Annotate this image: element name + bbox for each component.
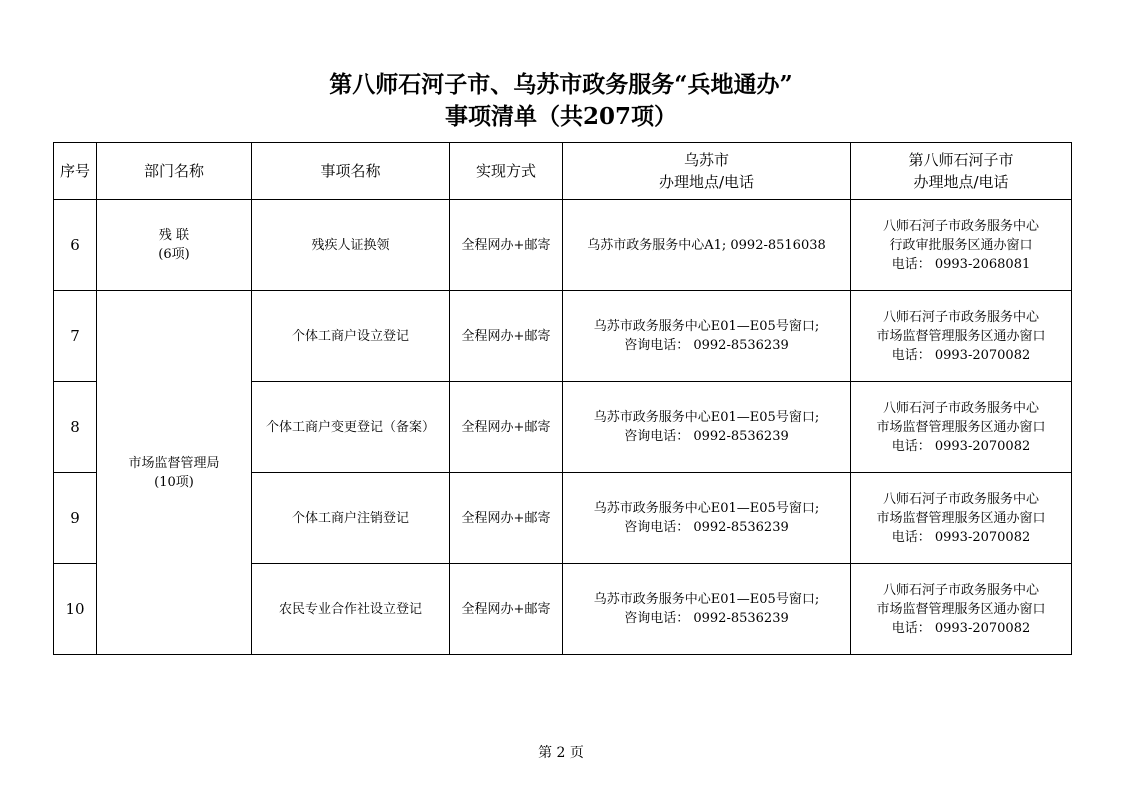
shz-line: 八师石河子市政务服务中心 xyxy=(882,309,1039,325)
wusu-location xyxy=(563,382,851,473)
wusu-location xyxy=(563,564,851,655)
method: 全程网办+邮寄 xyxy=(450,200,563,291)
shz-phone: 电话： 0993-2070082 xyxy=(891,529,1031,545)
item-name: 农民专业合作社设立登记 xyxy=(252,564,450,655)
header-wusu xyxy=(563,143,851,200)
method: 全程网办+邮寄 xyxy=(450,473,563,564)
shz-phone: 电话： 0993-2070082 xyxy=(891,438,1031,454)
wusu-location xyxy=(563,291,851,382)
item-name: 个体工商户变更登记（备案） xyxy=(252,382,450,473)
wusu-phone: 咨询电话： 0992-8536239 xyxy=(624,611,789,626)
wusu-phone: 咨询电话： 0992-8536239 xyxy=(624,338,789,353)
shz-line: 市场监督管理服务区通办窗口 xyxy=(876,510,1046,526)
header-shz-city: 第八师石河子市 xyxy=(908,151,1014,169)
method: 全程网办+邮寄 xyxy=(450,564,563,655)
dept-count: (10项) xyxy=(154,474,194,490)
shz-line: 八师石河子市政务服务中心 xyxy=(882,400,1039,416)
dept-count: (6项) xyxy=(158,247,190,262)
dept-cell xyxy=(97,291,252,655)
method: 全程网办+邮寄 xyxy=(450,291,563,382)
header-item: 事项名称 xyxy=(252,143,450,200)
shz-location xyxy=(851,473,1072,564)
shz-line: 市场监督管理服务区通办窗口 xyxy=(876,601,1046,617)
shz-line: 八师石河子市政务服务中心 xyxy=(882,218,1039,234)
document-subtitle: 事项清单（共207项） xyxy=(444,103,677,130)
wusu-line: 乌苏市政务服务中心E01—E05号窗口; xyxy=(593,501,820,516)
document-title: 第八师石河子市、乌苏市政务服务“兵地通办” xyxy=(329,71,793,98)
page-number: 第 2 页 xyxy=(538,745,584,761)
wusu-location xyxy=(563,473,851,564)
item-name: 个体工商户设立登记 xyxy=(252,291,450,382)
wusu-phone: 咨询电话： 0992-8536239 xyxy=(624,520,789,535)
method: 全程网办+邮寄 xyxy=(450,382,563,473)
dept-name: 市场监督管理局 xyxy=(128,455,220,471)
shz-location xyxy=(851,200,1072,291)
header-wusu-location: 办理地点/电话 xyxy=(658,173,755,191)
wusu-line: 乌苏市政务服务中心E01—E05号窗口; xyxy=(593,319,820,334)
wusu-line: 乌苏市政务服务中心E01—E05号窗口; xyxy=(593,592,820,607)
header-wusu-city: 乌苏市 xyxy=(683,151,729,169)
row-seq: 9 xyxy=(54,473,97,564)
table-row xyxy=(54,200,1072,291)
shz-line: 八师石河子市政务服务中心 xyxy=(882,582,1039,598)
header-dept: 部门名称 xyxy=(97,143,252,200)
row-seq: 6 xyxy=(54,200,97,291)
header-method: 实现方式 xyxy=(450,143,563,200)
shz-line: 市场监督管理服务区通办窗口 xyxy=(876,419,1046,435)
shz-phone: 电话： 0993-2068081 xyxy=(891,256,1031,272)
wusu-line: 乌苏市政务服务中心A1; 0992-8516038 xyxy=(587,237,826,253)
item-name: 个体工商户注销登记 xyxy=(252,473,450,564)
shz-line: 行政审批服务区通办窗口 xyxy=(889,237,1033,253)
row-seq: 7 xyxy=(54,291,97,382)
shz-location xyxy=(851,564,1072,655)
header-seq: 序号 xyxy=(54,143,97,200)
shz-location xyxy=(851,291,1072,382)
header-shz-location: 办理地点/电话 xyxy=(913,173,1009,191)
table-row xyxy=(54,291,1072,382)
shz-location xyxy=(851,382,1072,473)
shz-line: 市场监督管理服务区通办窗口 xyxy=(876,328,1046,344)
wusu-line: 乌苏市政务服务中心E01—E05号窗口; xyxy=(593,410,820,425)
row-seq: 10 xyxy=(54,564,97,655)
wusu-location xyxy=(563,200,851,291)
dept-cell xyxy=(97,200,252,291)
header-shz xyxy=(851,143,1072,200)
dept-name: 残 联 xyxy=(158,228,190,243)
service-items-table xyxy=(53,142,1072,655)
shz-line: 八师石河子市政务服务中心 xyxy=(882,491,1039,507)
wusu-phone: 咨询电话： 0992-8536239 xyxy=(624,429,789,444)
item-name: 残疾人证换领 xyxy=(252,200,450,291)
shz-phone: 电话： 0993-2070082 xyxy=(891,347,1031,363)
table-header-row xyxy=(54,143,1072,200)
row-seq: 8 xyxy=(54,382,97,473)
shz-phone: 电话： 0993-2070082 xyxy=(891,620,1031,636)
